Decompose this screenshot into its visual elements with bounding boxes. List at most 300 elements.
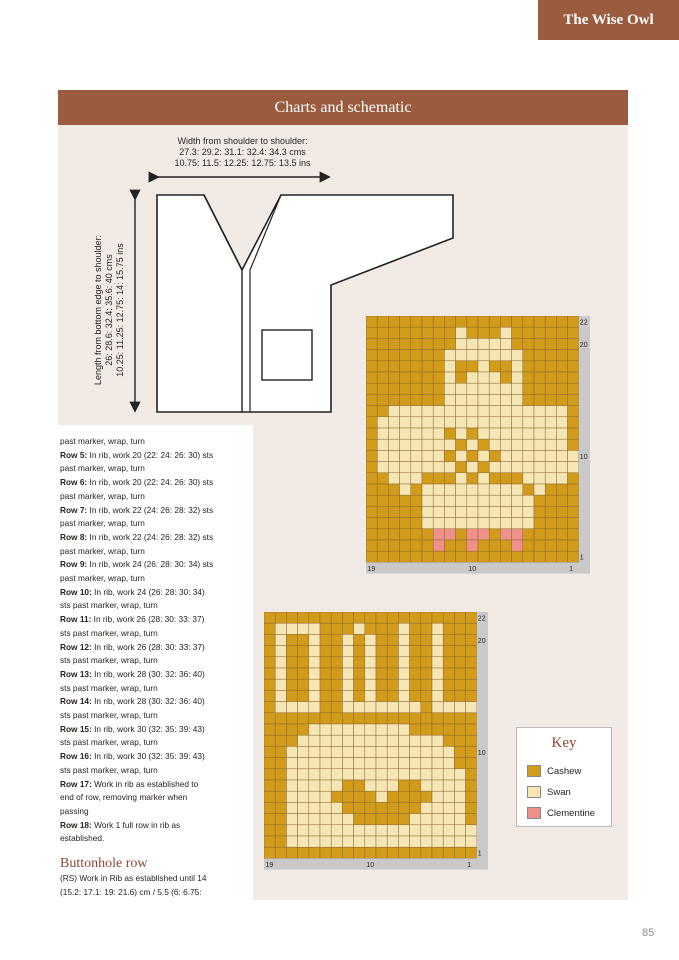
section-header: Charts and schematic: [58, 90, 628, 125]
row-label: Row 12:: [60, 641, 92, 652]
chart-stitch: [422, 473, 433, 484]
chart-stitch: [376, 724, 387, 735]
chart-stitch: [309, 713, 320, 724]
chart-stitch: [489, 473, 500, 484]
chart-stitch: [444, 394, 455, 405]
chart-stitch: [523, 417, 534, 428]
chart-stitch: [466, 612, 477, 623]
chart-stitch: [286, 690, 297, 701]
chart-stitch: [444, 506, 455, 517]
chart-stitch: [467, 316, 478, 327]
chart-stitch: [298, 814, 309, 825]
chart-stitch: [489, 417, 500, 428]
chart-stitch: [309, 746, 320, 757]
instruction-line: [60, 449, 253, 463]
chart-stitch: [489, 406, 500, 417]
chart-stitch: [387, 668, 398, 679]
chart-stitch: [264, 612, 275, 623]
chart-stitch: [556, 316, 567, 327]
instruction-line: [60, 545, 253, 559]
chart-stitch: [400, 473, 411, 484]
chart-stitch: [331, 769, 342, 780]
chart-stitch: [365, 679, 376, 690]
chart-stitch: [467, 551, 478, 562]
chart-stitch: [500, 338, 511, 349]
chart-stitch: [422, 428, 433, 439]
chart-stitch: [377, 394, 388, 405]
chart-stitch: [320, 623, 331, 634]
chart-stitch: [421, 679, 432, 690]
chart-stitch: [489, 316, 500, 327]
chart-stitch: [456, 316, 467, 327]
chart-stitch: [545, 417, 556, 428]
chart-stitch: [500, 484, 511, 495]
chart-stitch: [410, 802, 421, 813]
chart-stitch: [365, 847, 376, 858]
chart-stitch: [298, 746, 309, 757]
row-label: Row 14:: [60, 696, 92, 707]
chart-stitch: [568, 406, 579, 417]
column-number: 19: [367, 565, 376, 573]
chart-stitch: [568, 350, 579, 361]
chart-stitch: [320, 836, 331, 847]
chart-stitch: [400, 450, 411, 461]
chart-stitch: [545, 529, 556, 540]
chart-stitch: [331, 814, 342, 825]
chart-stitch: [432, 713, 443, 724]
chart-stitch: [454, 758, 465, 769]
chart-stitch: [400, 316, 411, 327]
chart-stitch: [331, 847, 342, 858]
chart-stitch: [433, 394, 444, 405]
chart-stitch: [354, 780, 365, 791]
chart-stitch: [444, 383, 455, 394]
chart-stitch: [444, 361, 455, 372]
chart-stitch: [512, 462, 523, 473]
chart-stitch: [456, 338, 467, 349]
instruction-line: [60, 832, 253, 846]
chart-stitch: [568, 383, 579, 394]
chart-stitch: [466, 623, 477, 634]
column-number-strip: [366, 562, 590, 573]
chart-stitch: [523, 394, 534, 405]
chart-stitch: [264, 769, 275, 780]
chart-stitch: [421, 780, 432, 791]
chart-stitch: [421, 847, 432, 858]
chart-stitch: [388, 540, 399, 551]
chart-stitch: [286, 646, 297, 657]
chart-stitch: [398, 814, 409, 825]
instruction-line: [60, 599, 253, 613]
chart-stitch: [512, 473, 523, 484]
chart-stitch: [398, 657, 409, 668]
chart-stitch: [264, 623, 275, 634]
chart-stitch: [467, 495, 478, 506]
chart-stitch: [556, 518, 567, 529]
chart-stitch: [309, 735, 320, 746]
chart-stitch: [354, 646, 365, 657]
chart-stitch: [388, 372, 399, 383]
chart-stitch: [365, 746, 376, 757]
row-text: In rib, work 24 (26: 28: 30: 34): [91, 586, 205, 597]
chart-stitch: [365, 612, 376, 623]
chart-stitch: [388, 473, 399, 484]
chart-stitch: [411, 540, 422, 551]
chart-stitch: [411, 462, 422, 473]
chart-stitch: [556, 473, 567, 484]
chart-stitch: [387, 657, 398, 668]
chart-stitch: [500, 518, 511, 529]
chart-stitch: [556, 439, 567, 450]
chart-stitch: [512, 394, 523, 405]
chart-stitch: [400, 428, 411, 439]
chart-stitch: [286, 769, 297, 780]
chart-stitch: [320, 746, 331, 757]
chart-stitch: [298, 791, 309, 802]
chart-stitch: [489, 540, 500, 551]
column-number: 10: [468, 565, 477, 573]
chart-stitch: [411, 484, 422, 495]
chart-stitch: [454, 634, 465, 645]
chart-stitch: [320, 791, 331, 802]
row-label: Row 9:: [60, 559, 88, 570]
chart-stitch: [422, 439, 433, 450]
chart-stitch: [376, 623, 387, 634]
chart-stitch: [342, 612, 353, 623]
chart-stitch: [298, 702, 309, 713]
chart-stitch: [398, 746, 409, 757]
chart-stitch: [387, 679, 398, 690]
chart-stitch: [489, 372, 500, 383]
chart-stitch: [309, 668, 320, 679]
chart-stitch: [456, 327, 467, 338]
chart-stitch: [264, 802, 275, 813]
chart-stitch: [410, 847, 421, 858]
chart-stitch: [331, 612, 342, 623]
chart-stitch: [377, 462, 388, 473]
chart-stitch: [354, 735, 365, 746]
chart-stitch: [512, 338, 523, 349]
row-text: sts past marker, wrap, turn: [60, 682, 158, 693]
color-key: [516, 727, 612, 827]
chart-stitch: [400, 394, 411, 405]
chart-stitch: [388, 361, 399, 372]
chart-stitch: [466, 679, 477, 690]
chart-stitch: [410, 814, 421, 825]
chart-stitch: [467, 417, 478, 428]
chart-stitch: [443, 623, 454, 634]
chart-stitch: [400, 506, 411, 517]
chart-stitch: [410, 758, 421, 769]
chart-stitch: [467, 383, 478, 394]
chart-stitch: [545, 518, 556, 529]
chart-stitch: [400, 495, 411, 506]
chart-stitch: [421, 836, 432, 847]
column-number: 1: [467, 861, 472, 869]
chart-stitch: [421, 802, 432, 813]
chart-stitch: [411, 439, 422, 450]
chart-stitch: [500, 361, 511, 372]
chart-stitch: [309, 702, 320, 713]
chart-stitch: [298, 836, 309, 847]
chart-stitch: [454, 847, 465, 858]
chart-stitch: [432, 746, 443, 757]
chart-stitch: [568, 551, 579, 562]
chart-stitch: [400, 462, 411, 473]
chart-stitch: [456, 450, 467, 461]
instruction-line: [60, 531, 253, 545]
chart-stitch: [454, 769, 465, 780]
chart-stitch: [456, 518, 467, 529]
swan-swatch: [527, 786, 541, 798]
chart-stitch: [377, 495, 388, 506]
chart-stitch: [411, 551, 422, 562]
chart-stitch: [443, 724, 454, 735]
chart-stitch: [309, 646, 320, 657]
chart-stitch: [454, 814, 465, 825]
chart-stitch: [377, 428, 388, 439]
chart-stitch: [456, 428, 467, 439]
row-label: Row 6:: [60, 477, 88, 488]
chart-stitch: [523, 316, 534, 327]
chart-stitch: [309, 780, 320, 791]
chart-stitch: [377, 551, 388, 562]
chart-stitch: [286, 791, 297, 802]
chart-stitch: [478, 473, 489, 484]
chart-stitch: [512, 439, 523, 450]
chart-stitch: [534, 484, 545, 495]
chart-stitch: [275, 668, 286, 679]
row-text: past marker, wrap, turn: [60, 463, 145, 474]
chart-stitch: [443, 780, 454, 791]
chart-stitch: [388, 529, 399, 540]
chart-stitch: [523, 361, 534, 372]
chart-stitch: [377, 439, 388, 450]
chart-stitch: [275, 657, 286, 668]
chart-stitch: [388, 506, 399, 517]
chart-stitch: [398, 612, 409, 623]
chart-stitch: [512, 529, 523, 540]
chart-stitch: [365, 724, 376, 735]
chart-stitch: [309, 791, 320, 802]
row-text: sts past marker, wrap, turn: [60, 600, 158, 611]
chart-stitch: [264, 702, 275, 713]
chart-stitch: [377, 506, 388, 517]
chart-stitch: [489, 495, 500, 506]
row-number: 22: [579, 319, 588, 327]
chart-stitch: [411, 529, 422, 540]
row-label: Row 13:: [60, 668, 92, 679]
chart-stitch: [398, 623, 409, 634]
chart-stitch: [444, 462, 455, 473]
chart-stitch: [568, 417, 579, 428]
chart-stitch: [444, 473, 455, 484]
chart-stitch: [286, 623, 297, 634]
chart-stitch: [342, 758, 353, 769]
chart-stitch: [534, 551, 545, 562]
chart-stitch: [286, 758, 297, 769]
chart-stitch: [444, 428, 455, 439]
chart-stitch: [432, 690, 443, 701]
chart-stitch: [387, 612, 398, 623]
row-text: passing: [60, 805, 89, 816]
chart-stitch: [523, 551, 534, 562]
chart-stitch: [377, 540, 388, 551]
chart-stitch: [443, 769, 454, 780]
chart-stitch: [354, 847, 365, 858]
chart-stitch: [454, 702, 465, 713]
chart-stitch: [523, 383, 534, 394]
chart-stitch: [433, 484, 444, 495]
chart-stitch: [478, 540, 489, 551]
chart-stitch: [489, 338, 500, 349]
chart-stitch: [410, 735, 421, 746]
row-text: sts past marker, wrap, turn: [60, 737, 158, 748]
chart-stitch: [454, 646, 465, 657]
chart-stitch: [422, 417, 433, 428]
chart-stitch: [467, 428, 478, 439]
chart-stitch: [366, 406, 377, 417]
chart-stitch: [545, 372, 556, 383]
chart-stitch: [354, 802, 365, 813]
chart-stitch: [500, 417, 511, 428]
chart-stitch: [410, 623, 421, 634]
chart-stitch: [421, 623, 432, 634]
chart-stitch: [500, 439, 511, 450]
chart-stitch: [478, 439, 489, 450]
chart-stitch: [467, 529, 478, 540]
chart-stitch: [433, 551, 444, 562]
chart-stitch: [354, 690, 365, 701]
chart-stitch: [275, 690, 286, 701]
chart-stitch: [366, 383, 377, 394]
instruction-line: [60, 572, 253, 586]
chart-stitch: [489, 518, 500, 529]
chart-stitch: [534, 383, 545, 394]
key-item-swan: [527, 785, 571, 799]
chart-stitch: [275, 646, 286, 657]
chart-stitch: [410, 702, 421, 713]
chart-stitch: [478, 428, 489, 439]
chart-stitch: [456, 540, 467, 551]
chart-stitch: [454, 679, 465, 690]
chart-stitch: [411, 406, 422, 417]
chart-stitch: [568, 529, 579, 540]
chart-stitch: [444, 529, 455, 540]
chart-stitch: [466, 825, 477, 836]
chart-stitch: [377, 316, 388, 327]
chart-stitch: [398, 679, 409, 690]
chart-stitch: [478, 394, 489, 405]
chart-stitch: [454, 791, 465, 802]
row-text: sts past marker, wrap, turn: [60, 655, 158, 666]
chart-stitch: [466, 657, 477, 668]
chart-stitch: [421, 612, 432, 623]
chart-stitch: [376, 702, 387, 713]
chart-stitch: [534, 518, 545, 529]
chart-stitch: [298, 612, 309, 623]
chart-stitch: [478, 462, 489, 473]
chart-stitch: [410, 668, 421, 679]
chart-stitch: [534, 350, 545, 361]
chart-stitch: [432, 847, 443, 858]
chart-stitch: [365, 668, 376, 679]
chart-stitch: [444, 551, 455, 562]
chart-stitch: [444, 338, 455, 349]
chart-stitch: [275, 735, 286, 746]
chart-stitch: [264, 713, 275, 724]
chart-stitch: [466, 702, 477, 713]
chart-stitch: [467, 372, 478, 383]
chart-stitch: [478, 518, 489, 529]
chart-stitch: [387, 702, 398, 713]
chart-stitch: [467, 473, 478, 484]
instruction-line: [60, 654, 253, 668]
chart-stitch: [466, 713, 477, 724]
chart-stitch: [454, 724, 465, 735]
chart-stitch: [365, 623, 376, 634]
chart-stitch: [545, 439, 556, 450]
chart-stitch: [387, 825, 398, 836]
chart-stitch: [298, 679, 309, 690]
chart-stitch: [376, 780, 387, 791]
chart-stitch: [398, 668, 409, 679]
chart-stitch: [398, 836, 409, 847]
chart-stitch: [444, 417, 455, 428]
chart-stitch: [376, 646, 387, 657]
chart-stitch: [388, 495, 399, 506]
chart-stitch: [467, 484, 478, 495]
chart-stitch: [264, 646, 275, 657]
chart-stitch: [500, 316, 511, 327]
row-text: past marker, wrap, turn: [60, 490, 145, 501]
chart-stitch: [523, 462, 534, 473]
chart-stitch: [466, 634, 477, 645]
chart-stitch: [568, 450, 579, 461]
chart-stitch: [556, 428, 567, 439]
key-label: Clementine: [547, 807, 596, 819]
row-label: Row 5:: [60, 449, 88, 460]
chart-stitch: [432, 758, 443, 769]
chart-stitch: [354, 724, 365, 735]
chart-stitch: [422, 462, 433, 473]
chart-stitch: [443, 657, 454, 668]
chart-stitch: [534, 417, 545, 428]
row-label: Row 11:: [60, 614, 92, 625]
chart-stitch: [275, 746, 286, 757]
chart-stitch: [275, 702, 286, 713]
chart-stitch: [478, 383, 489, 394]
row-number: 1: [477, 850, 482, 858]
chart-stitch: [400, 350, 411, 361]
chart-stitch: [320, 702, 331, 713]
chart-stitch: [467, 518, 478, 529]
chart-stitch: [467, 506, 478, 517]
chart-stitch: [432, 735, 443, 746]
chart-stitch: [365, 702, 376, 713]
chart-stitch: [309, 634, 320, 645]
chart-stitch: [342, 814, 353, 825]
chart-stitch: [456, 506, 467, 517]
chart-stitch: [444, 327, 455, 338]
chart-stitch: [433, 529, 444, 540]
chart-stitch: [556, 372, 567, 383]
chart-stitch: [388, 394, 399, 405]
chart-stitch: [534, 450, 545, 461]
chart-stitch: [411, 506, 422, 517]
chart-stitch: [556, 406, 567, 417]
chart-stitch: [489, 439, 500, 450]
